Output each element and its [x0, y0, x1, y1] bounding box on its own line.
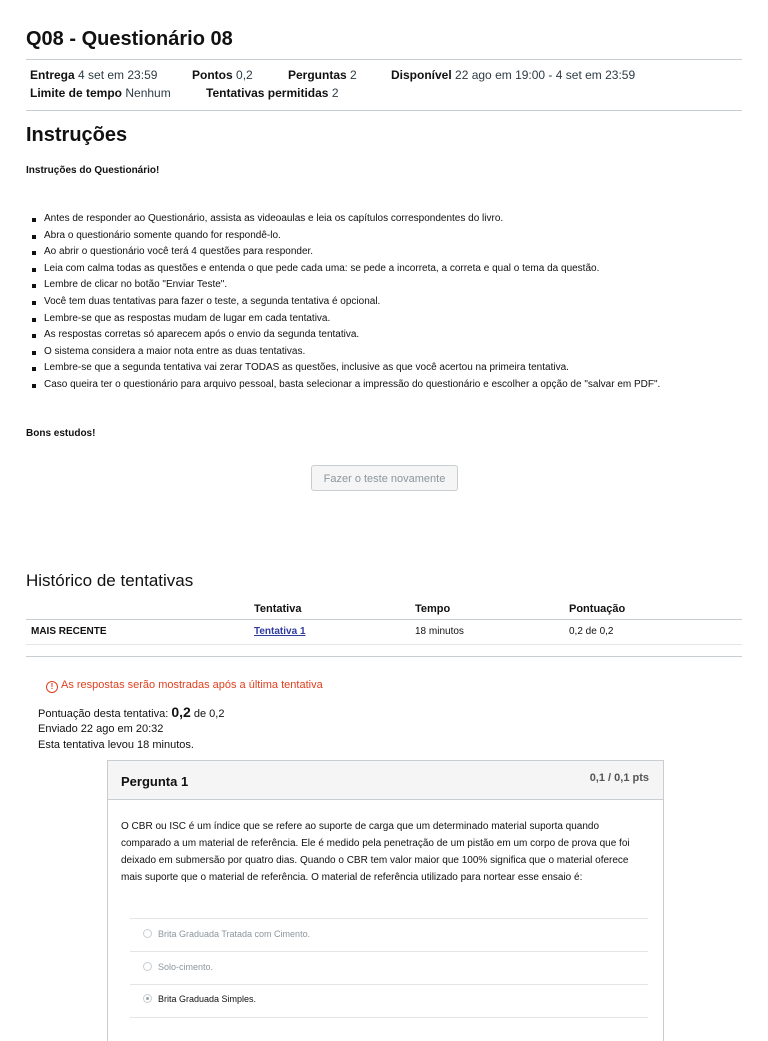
meta-points — [192, 68, 253, 82]
page-title: Q08 - Questionário 08 — [26, 28, 233, 50]
divider — [26, 619, 742, 620]
history-header-time: Tempo — [415, 603, 451, 615]
radio-icon — [143, 962, 152, 971]
attempt-duration: Esta tentativa levou 18 minutos. — [38, 739, 194, 751]
score-prefix: Pontuação desta tentativa: — [38, 708, 169, 720]
score-suffix: de 0,2 — [193, 708, 225, 720]
divider — [26, 59, 742, 60]
list-item: Leia com calma todas as questões e entenda o que pede cada uma: se pede a incorreta, a correta e qual o tema da questão. — [32, 261, 660, 278]
list-item: Você tem duas tentativas para fazer o teste, a segunda tentativa é opcional. — [32, 294, 660, 311]
radio-icon — [143, 929, 152, 938]
question-name: Pergunta 1 — [121, 774, 189, 789]
retake-quiz-button[interactable]: Fazer o teste novamente — [311, 465, 458, 491]
history-row-score: 0,2 de 0,2 — [569, 626, 614, 637]
meta-due-value: 4 set em 23:59 — [78, 68, 158, 82]
meta-questions — [288, 68, 357, 82]
history-row-time: 18 minutos — [415, 626, 464, 637]
question-card — [107, 760, 664, 1041]
meta-points-label: Pontos — [192, 68, 233, 82]
instructions-list — [32, 211, 660, 394]
list-item: Caso queira ter o questionário para arquivo pessoal, basta selecionar a impressão do questionário e escolher a opção de "salvar em PDF". — [32, 377, 660, 394]
divider — [26, 110, 742, 111]
list-item: Lembre-se que as respostas mudam de lugar em cada tentativa. — [32, 311, 660, 328]
meta-time-limit-value: Nenhum — [125, 86, 171, 100]
history-title: Histórico de tentativas — [26, 571, 194, 590]
table-row — [254, 626, 306, 637]
history-header-attempt: Tentativa — [254, 603, 302, 615]
divider — [26, 644, 742, 645]
meta-attempts-label: Tentativas permitidas — [206, 86, 329, 100]
answer-label: Brita Graduada Simples. — [158, 994, 257, 1004]
list-item: Abra o questionário somente quando for respondê-lo. — [32, 228, 660, 245]
attempt-link[interactable]: Tentativa 1 — [254, 626, 306, 637]
divider — [130, 984, 648, 985]
meta-points-value: 0,2 — [236, 68, 253, 82]
question-text: O CBR ou ISC é um índice que se refere ao suporte de carga que um determinado material suporta quando comparado a um material de referência. Ele é medido pela penetração de um pistão em um corpo de prova que foi deixado em submersão por quatro dias. Quando o CBR tem valor maior que 100% significa que o material oferece mais suporte que o material de referência. O material de referência utilizado para nortear esse ensaio é: — [121, 821, 630, 883]
list-item: Lembre-se que a segunda tentativa vai zerar TODAS as questões, inclusive as que você acertou na primeira tentativa. — [32, 360, 660, 377]
instructions-heading: Instruções — [26, 124, 128, 146]
instructions-subheading: Instruções do Questionário! — [26, 165, 160, 176]
meta-available-value: 22 ago em 19:00 - 4 set em 23:59 — [455, 68, 636, 82]
answer-option[interactable] — [143, 962, 213, 972]
history-header-score: Pontuação — [569, 603, 626, 615]
divider — [130, 951, 648, 952]
answers-hidden-warning — [46, 679, 323, 693]
attempt-score — [38, 704, 224, 720]
list-item: O sistema considera a maior nota entre as duas tentativas. — [32, 344, 660, 361]
meta-due — [30, 68, 157, 82]
answer-option-selected[interactable] — [143, 994, 256, 1004]
submitted-date: Enviado 22 ago em 20:32 — [38, 723, 164, 735]
question-header — [108, 761, 663, 800]
answer-label: Brita Graduada Tratada com Cimento. — [158, 929, 311, 939]
divider — [130, 1017, 648, 1018]
meta-available — [391, 68, 635, 82]
answer-option[interactable] — [143, 929, 310, 939]
score-value: 0,2 — [171, 704, 191, 720]
list-item: Lembre de clicar no botão "Enviar Teste". — [32, 277, 660, 294]
warning-icon: ! — [46, 681, 58, 693]
divider — [130, 918, 648, 919]
list-item: Antes de responder ao Questionário, assista as videoaulas e leia os capítulos correspondentes do livro. — [32, 211, 660, 228]
meta-questions-value: 2 — [350, 68, 357, 82]
list-item: As respostas corretas só aparecem após o envio da segunda tentativa. — [32, 327, 660, 344]
list-item: Ao abrir o questionário você terá 4 questões para responder. — [32, 244, 660, 261]
answer-label: Solo-cimento. — [158, 962, 214, 972]
meta-questions-label: Perguntas — [288, 68, 347, 82]
radio-selected-icon — [143, 994, 152, 1003]
meta-attempts-value: 2 — [331, 86, 339, 100]
history-row-label: MAIS RECENTE — [31, 626, 107, 637]
divider — [26, 656, 742, 657]
instructions-closing: Bons estudos! — [26, 428, 96, 439]
meta-due-label: Entrega — [30, 68, 75, 82]
warning-text: As respostas serão mostradas após a última tentativa — [61, 679, 323, 691]
meta-time-limit — [30, 86, 171, 100]
meta-attempts — [206, 86, 339, 100]
meta-time-limit-label: Limite de tempo — [30, 86, 123, 100]
meta-available-label: Disponível — [391, 68, 452, 82]
question-points: 0,1 / 0,1 pts — [589, 772, 649, 784]
